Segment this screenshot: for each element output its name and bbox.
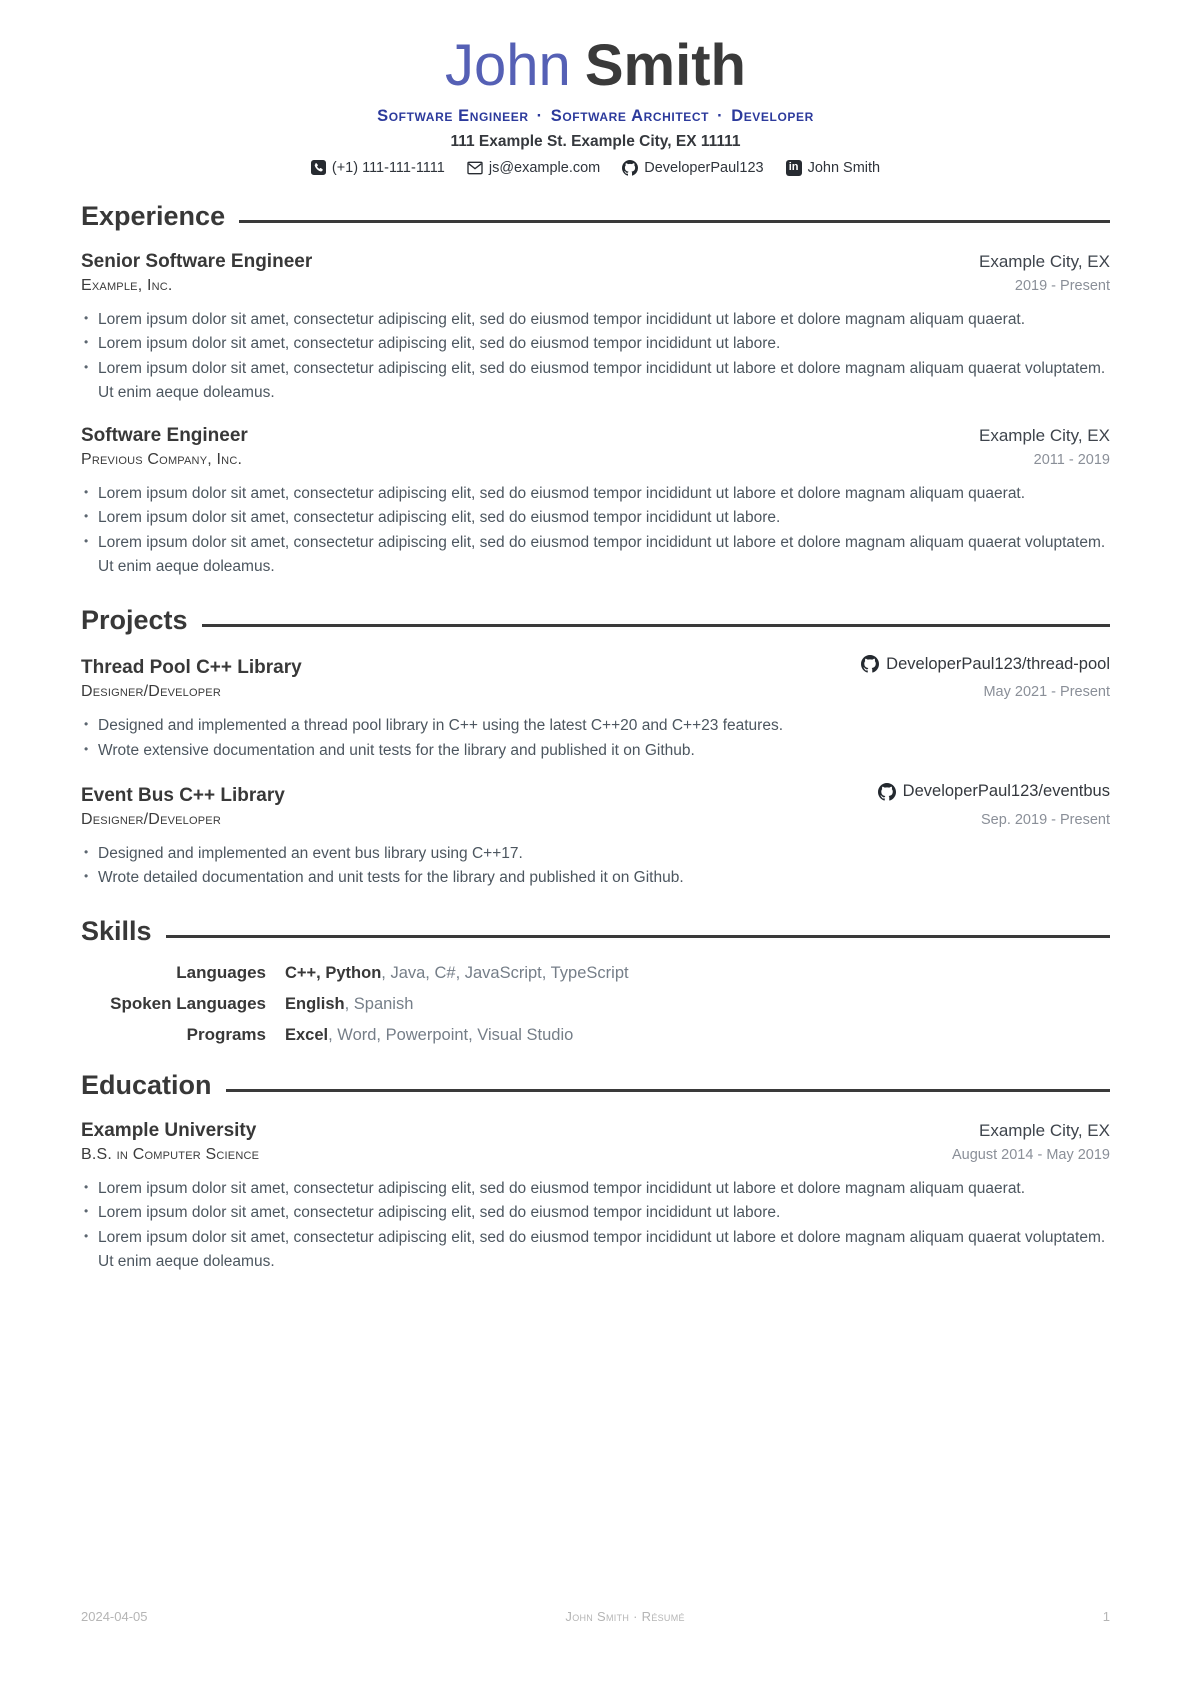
skill-value (285, 1026, 573, 1045)
bullet-item: • Lorem ipsum dolor sit amet, consectetur adipiscing elit, sed do eiusmod tempor incididunt ut labore et dolore magnam aliquam quaerat. (81, 482, 1110, 506)
section-rule (202, 624, 1110, 627)
phone-number: (+1) 111-111-1111 (331, 159, 445, 176)
section-header (81, 201, 1110, 232)
github-handle: DeveloperPaul123 (644, 159, 764, 176)
page-footer (81, 1609, 1110, 1624)
bullet-list (81, 308, 1110, 406)
section-projects (81, 605, 1110, 891)
address: 111 Example St. Example City, EX 11111 (450, 132, 741, 150)
tagline-item: Developer (731, 106, 814, 125)
job-dates: 2019 - Present (1014, 277, 1110, 294)
skill-value-rest: , Word, Powerpoint, Visual Studio (328, 1025, 574, 1044)
tagline-item: Software Architect (550, 106, 710, 125)
project-repo-link[interactable] (861, 655, 1110, 674)
section-education (81, 1070, 1110, 1275)
email-address: js@example.com (488, 159, 601, 176)
tagline-separator: · (536, 106, 543, 125)
skill-value-strong: Excel (285, 1025, 329, 1044)
job-title: Software Engineer (81, 424, 248, 446)
bullet-item: • Wrote extensive documentation and unit tests for the library and published it on Github. (81, 739, 1110, 763)
github-icon (878, 783, 896, 801)
footer-page-number: 1 (1102, 1609, 1110, 1624)
experience-entry (81, 425, 1110, 580)
contact-row (81, 160, 1110, 176)
job-location: Example City, EX (978, 425, 1110, 445)
skill-row (81, 994, 1110, 1014)
bullet-list (81, 1177, 1110, 1275)
degree: B.S. in Computer Science (81, 1145, 260, 1163)
job-title: Senior Software Engineer (81, 250, 313, 272)
project-entry (81, 782, 1110, 890)
footer-date: 2024-04-05 (81, 1609, 148, 1624)
tagline-item: Software Engineer (377, 106, 529, 125)
email-link[interactable] (467, 160, 600, 176)
person-name (81, 33, 1110, 98)
linkedin-icon: in (786, 160, 802, 176)
bullet-item: • Designed and implemented an event bus library using C++17. (81, 842, 1110, 866)
bullet-item: • Lorem ipsum dolor sit amet, consectetur adipiscing elit, sed do eiusmod tempor incididunt ut labore et dolore magnam aliquam quaerat. (81, 1177, 1110, 1201)
phone-link[interactable] (311, 160, 445, 176)
bullet-list (81, 714, 1110, 763)
phone-icon (311, 160, 326, 175)
skill-label: Languages (176, 962, 266, 982)
section-rule (226, 1089, 1110, 1092)
skill-row (81, 963, 1110, 983)
school-name: Example University (81, 1119, 257, 1141)
section-title: Projects (81, 604, 188, 635)
skill-label: Programs (186, 1024, 266, 1044)
footer-title: John Smith · Résumé (565, 1609, 685, 1624)
first-name: John (445, 33, 571, 98)
skill-label: Spoken Languages (110, 993, 266, 1013)
linkedin-name: John Smith (807, 159, 881, 176)
bullet-item: • Designed and implemented a thread pool library in C++ using the latest C++20 and C++23 features. (81, 714, 1110, 738)
bullet-list (81, 482, 1110, 580)
github-icon (622, 160, 638, 176)
bullet-item: • Lorem ipsum dolor sit amet, consectetur adipiscing elit, sed do eiusmod tempor incididunt ut labore. (81, 1201, 1110, 1225)
section-header (81, 916, 1110, 947)
job-dates: 2011 - 2019 (1033, 451, 1110, 468)
section-header (81, 605, 1110, 636)
bullet-list (81, 842, 1110, 891)
experience-entry (81, 251, 1110, 406)
education-dates: August 2014 - May 2019 (952, 1146, 1110, 1163)
project-position: Designer/Developer (81, 683, 221, 701)
github-icon (861, 655, 879, 673)
school-location: Example City, EX (978, 1120, 1110, 1140)
job-location: Example City, EX (978, 251, 1110, 271)
section-title: Experience (81, 200, 226, 231)
skills-table (81, 963, 1110, 1045)
section-skills (81, 916, 1110, 1045)
section-rule (166, 935, 1110, 938)
github-link[interactable] (622, 160, 763, 176)
repo-path: DeveloperPaul123/eventbus (902, 782, 1110, 801)
email-icon (467, 161, 483, 175)
bullet-item: • Lorem ipsum dolor sit amet, consectetur adipiscing elit, sed do eiusmod tempor incididunt ut labore. (81, 332, 1110, 356)
project-dates: Sep. 2019 - Present (981, 811, 1110, 828)
section-rule (239, 220, 1110, 223)
skill-value-strong: C++, Python (285, 963, 382, 982)
company-name: Example, Inc. (81, 276, 173, 294)
resume-header (81, 33, 1110, 176)
bullet-item: • Wrote detailed documentation and unit tests for the library and published it on Github. (81, 866, 1110, 890)
tagline (81, 107, 1110, 126)
project-repo-link[interactable] (878, 782, 1110, 801)
bullet-item: • Lorem ipsum dolor sit amet, consectetur adipiscing elit, sed do eiusmod tempor incididunt ut labore et dolore magnam aliquam quaerat voluptatem. Ut enim aeque doleamus. (81, 531, 1110, 580)
section-experience (81, 201, 1110, 580)
skill-value (285, 995, 413, 1014)
linkedin-link[interactable] (786, 160, 881, 176)
skill-value-rest: , Spanish (344, 994, 414, 1013)
project-entry (81, 655, 1110, 763)
skill-value-strong: English (285, 994, 345, 1013)
skill-value (285, 964, 629, 983)
company-name: Previous Company, Inc. (81, 450, 243, 468)
skill-value-rest: , Java, C#, JavaScript, TypeScript (381, 963, 629, 982)
last-name: Smith (584, 33, 746, 98)
bullet-item: • Lorem ipsum dolor sit amet, consectetur adipiscing elit, sed do eiusmod tempor incididunt ut labore et dolore magnam aliquam quaerat voluptatem. Ut enim aeque doleamus. (81, 1226, 1110, 1275)
section-header (81, 1070, 1110, 1101)
project-name: Event Bus C++ Library (81, 784, 285, 806)
bullet-item: • Lorem ipsum dolor sit amet, consectetur adipiscing elit, sed do eiusmod tempor incididunt ut labore et dolore magnam aliquam quaerat voluptatem. Ut enim aeque doleamus. (81, 357, 1110, 406)
education-entry (81, 1120, 1110, 1275)
section-title: Skills (81, 915, 152, 946)
section-title: Education (81, 1069, 212, 1100)
project-dates: May 2021 - Present (983, 684, 1110, 701)
repo-path: DeveloperPaul123/thread-pool (886, 654, 1110, 673)
bullet-item: • Lorem ipsum dolor sit amet, consectetur adipiscing elit, sed do eiusmod tempor incididunt ut labore. (81, 506, 1110, 530)
skill-row (81, 1025, 1110, 1045)
project-name: Thread Pool C++ Library (81, 657, 302, 679)
project-position: Designer/Developer (81, 810, 221, 828)
tagline-separator: · (717, 106, 724, 125)
bullet-item: • Lorem ipsum dolor sit amet, consectetur adipiscing elit, sed do eiusmod tempor incididunt ut labore et dolore magnam aliquam quaerat. (81, 308, 1110, 332)
